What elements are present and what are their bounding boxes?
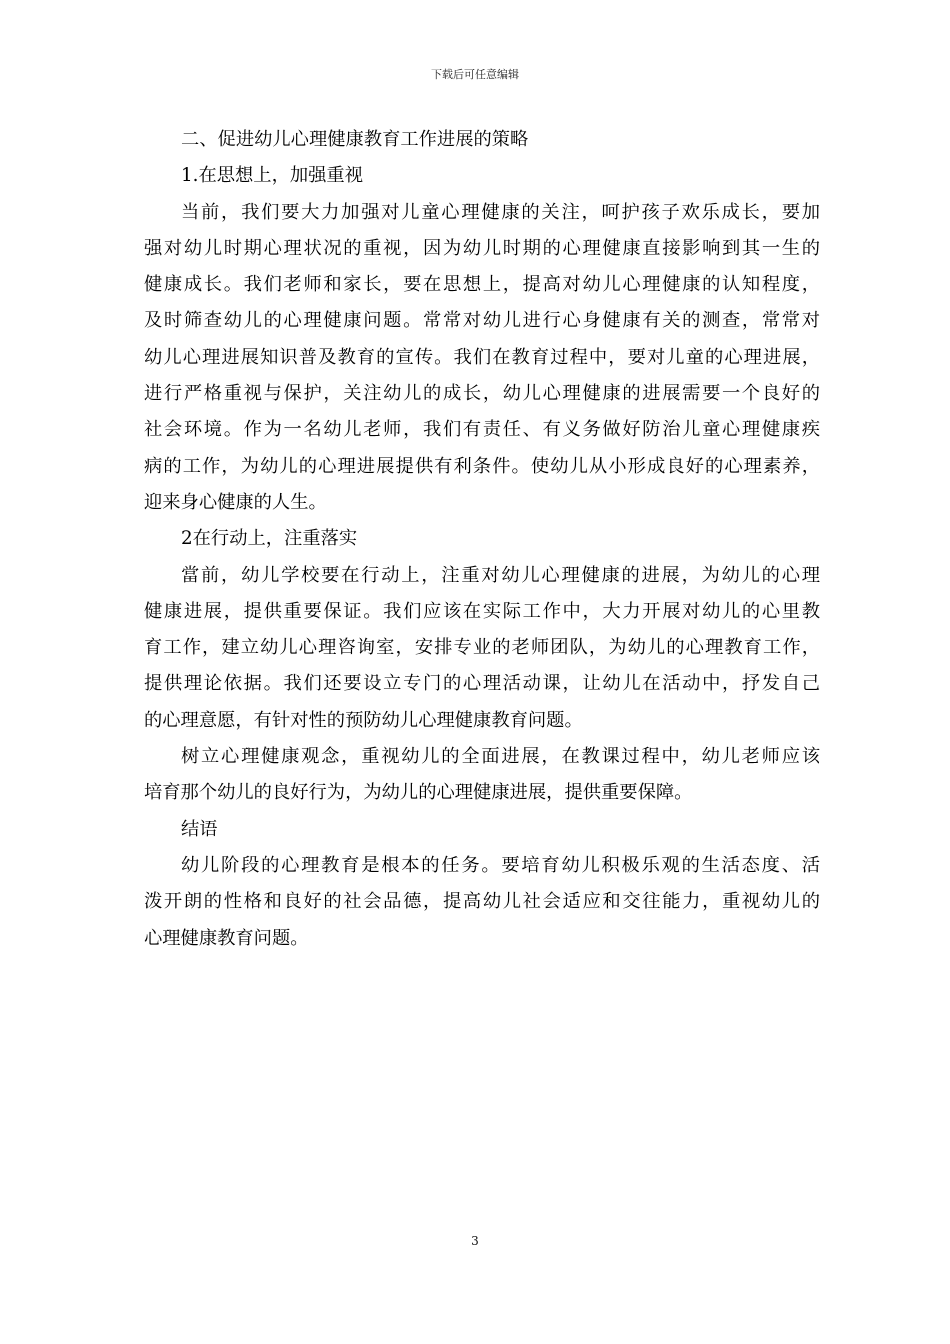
- paragraph-line: 培育那个幼儿的良好行为，为幼儿的心理健康进展，提供重要保障。: [144, 782, 693, 804]
- paragraph-line: 當前，幼儿学校要在行动上，注重对幼儿心理健康的进展，为幼儿的心理: [181, 564, 820, 586]
- paragraph-line: 及时筛查幼儿的心理健康问题。常常对幼儿进行心身健康有关的测查，常常对: [144, 310, 820, 332]
- paragraph-line: 迎来身心健康的人生。: [144, 491, 327, 513]
- paragraph-line: 健康进展，提供重要保证。我们应该在实际工作中，大力开展对幼儿的心里教: [144, 600, 820, 622]
- page-number: 3: [471, 1234, 479, 1248]
- paragraph-line: 提供理论依据。我们还要设立专门的心理活动课，让幼儿在活动中，抒发自己: [144, 673, 820, 695]
- paragraph-line: 当前，我们要大力加强对儿童心理健康的关注，呵护孩子欢乐成长，要加: [181, 201, 820, 223]
- paragraph-line: 心理健康教育问题。: [144, 927, 309, 949]
- section-heading: 二、促进幼儿心理健康教育工作进展的策略: [181, 129, 529, 150]
- paragraph-line: 育工作，建立幼儿心理咨询室，安排专业的老师团队，为幼儿的心理教育工作，: [144, 637, 820, 659]
- subsection-heading-2: 2在行动上，注重落实: [181, 528, 358, 550]
- paragraph-line: 的心理意愿，有针对性的预防幼儿心理健康教育问题。: [144, 709, 583, 731]
- paragraph-line: 幼儿心理进展知识普及教育的宣传。我们在教育过程中，要对儿童的心理进展，: [144, 346, 820, 368]
- paragraph-line: 健康成长。我们老师和家长，要在思想上，提高对幼儿心理健康的认知程度，: [144, 274, 820, 296]
- paragraph-line: 社会环境。作为一名幼儿老师，我们有责任、有义务做好防治儿童心理健康疾: [144, 419, 820, 441]
- paragraph-line: 进行严格重视与保护，关注幼儿的成长，幼儿心理健康的进展需要一个良好的: [144, 383, 820, 405]
- subsection-heading-1: 1.在思想上，加强重视: [181, 165, 363, 187]
- paragraph-line: 幼儿阶段的心理教育是根本的任务。要培育幼儿积极乐观的生活态度、活: [181, 854, 820, 876]
- paragraph-line: 病的工作，为幼儿的心理进展提供有利条件。使幼儿从小形成良好的心理素养，: [144, 455, 820, 477]
- paragraph-line: 泼开朗的性格和良好的社会品德，提高幼儿社会适应和交往能力，重视幼儿的: [144, 891, 820, 913]
- document-body: [144, 122, 820, 957]
- page-header: 下载后可任意编辑: [431, 68, 519, 81]
- conclusion-heading: 结语: [181, 818, 218, 840]
- paragraph-line: 强对幼儿时期心理状况的重视，因为幼儿时期的心理健康直接影响到其一生的: [144, 237, 820, 259]
- paragraph-line: 树立心理健康观念，重视幼儿的全面进展，在教课过程中，幼儿老师应该: [181, 746, 820, 768]
